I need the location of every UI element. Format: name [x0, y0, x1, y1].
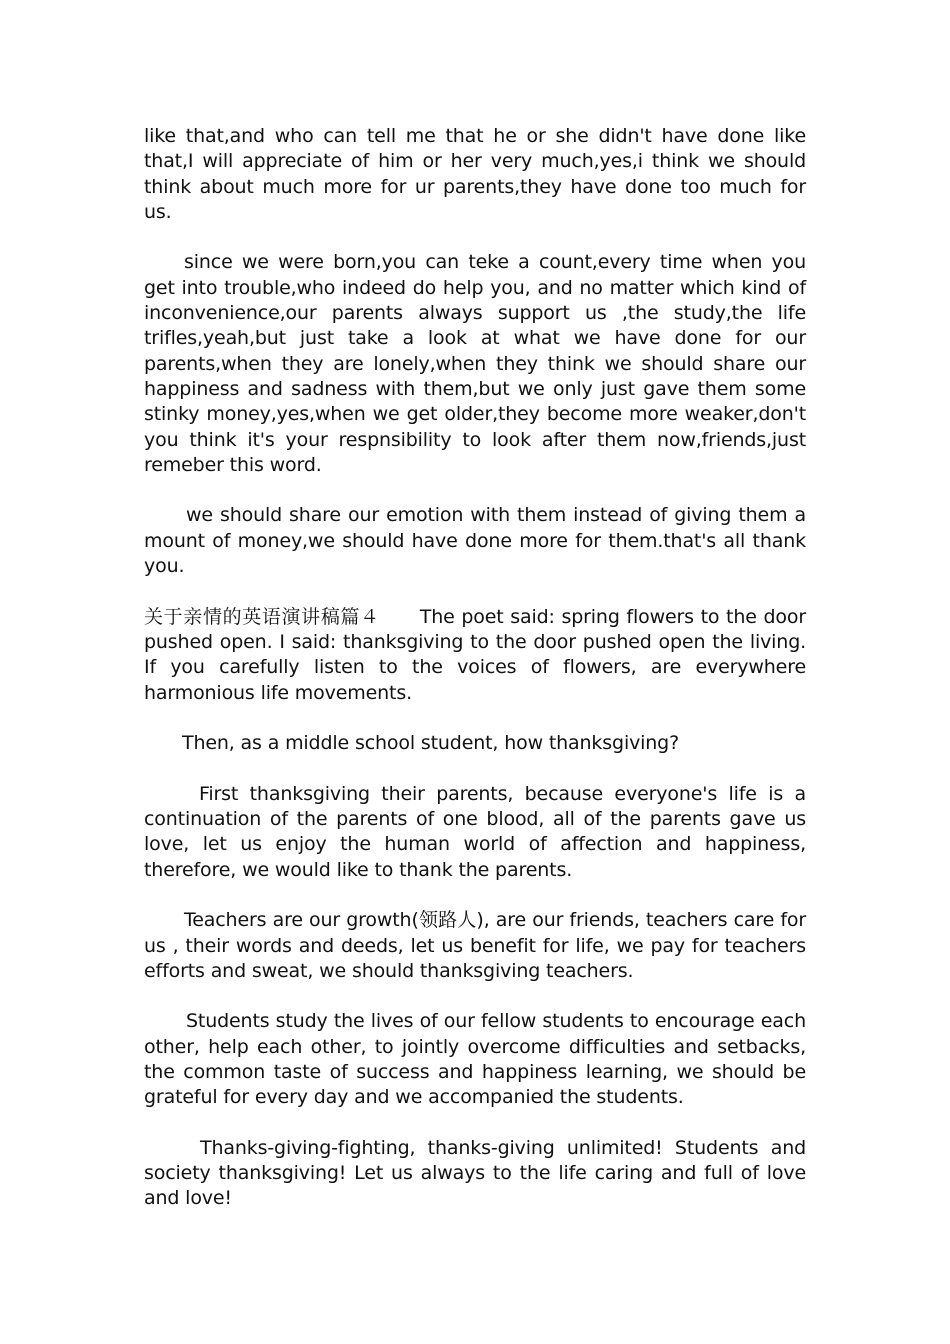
paragraph-thanksgiving-unlimited: Thanks-giving-fighting, thanks-giving unlimited! Students and society thanksgiving! Let us always to the life caring and full of love and love!: [144, 1136, 806, 1210]
paragraph-parents-support: since we were born,you can teke a count,every time when you get into trouble,who indeed do help you, and no matter which kind of inconvenience,our parents always support us ,the study,the life trifles,yeah,but just take a look at what we have done for our parents,when they are lonely,when they think we should share our happiness and sadness with them,but we only just gave them some stinky money,yes,when we get older,they become more weaker,don't you think it's your respnsibility to look after them now,friends,just remeber this word.: [144, 251, 806, 476]
document-body: [144, 124, 806, 1237]
paragraph-thank-teachers: Teachers are our growth(领路人), are our friends, teachers care for us , their words and deeds, let us benefit for life, we pay for teachers efforts and sweat, we should thanksgiving teachers.: [144, 909, 806, 982]
paragraph-middle-school-question: Then, as a middle school student, how thanksgiving?: [182, 732, 680, 755]
paragraph-thank-students: Students study the lives of our fellow students to encourage each other, help each other, to jointly overcome difficulties and setbacks, the common taste of success and happiness learning, we should be grateful for every day and we accompanied the students.: [144, 1010, 806, 1109]
section-heading: 关于亲情的英语演讲稿篇４: [144, 605, 380, 628]
paragraph-continuation: like that,and who can tell me that he or she didn't have done like that,I will appreciate of him or her very much,yes,i think we should think about much more for ur parents,they have done too much for us.: [144, 125, 806, 223]
paragraph-share-emotion: we should share our emotion with them instead of giving them a mount of money,we should have done more for them.that's all thank you.: [144, 504, 806, 578]
section-4-opening: [144, 605, 806, 706]
paragraph-thank-parents: First thanksgiving their parents, because everyone's life is a continuation of the parents of one blood, all of the parents gave us love, let us enjoy the human world of affection and happiness, therefore, we would like to thank the parents.: [144, 782, 806, 881]
paragraph-poet-said: The poet said: spring flowers to the door pushed open. I said: thanksgiving to the door pushed open the living. If you carefully listen to the voices of flowers, are everywhere harmonious life movements.: [144, 605, 806, 704]
